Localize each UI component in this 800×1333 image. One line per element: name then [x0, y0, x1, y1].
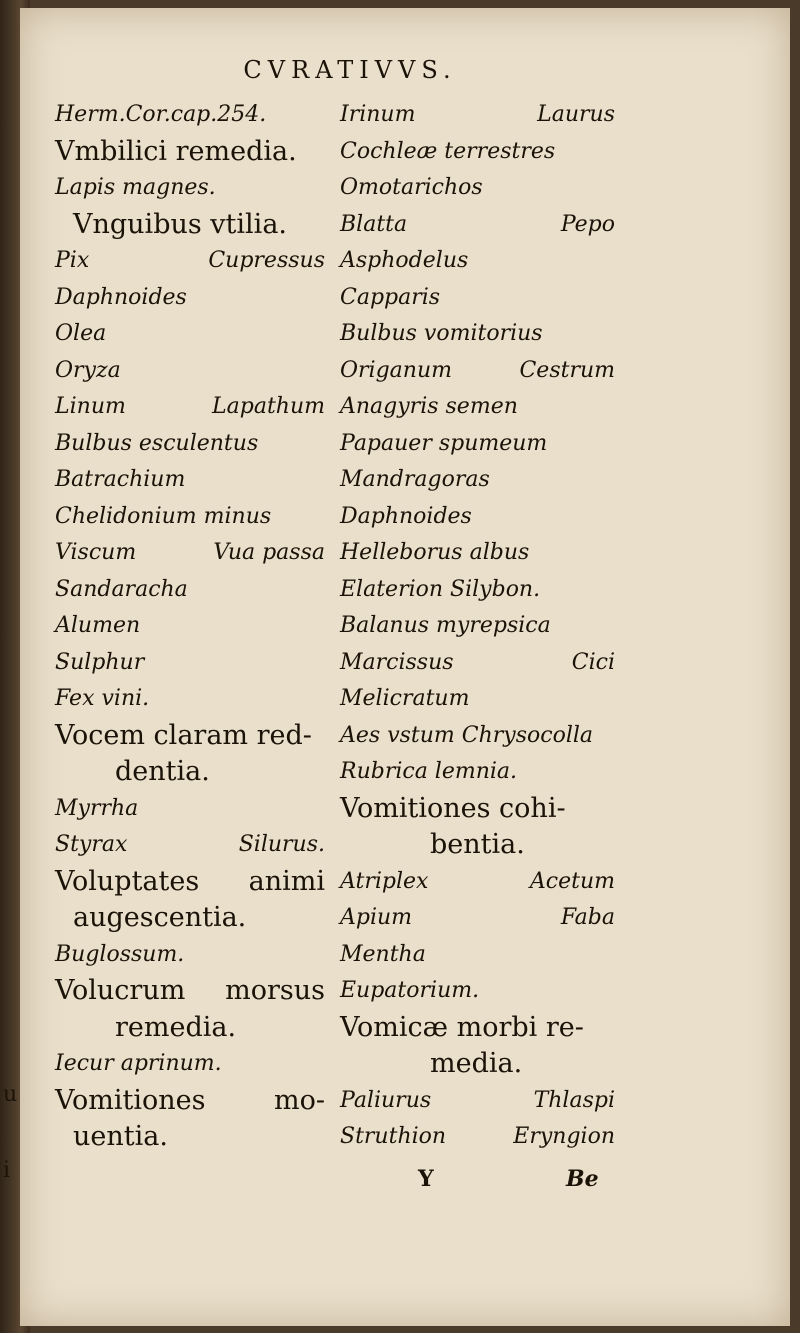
left-line: Olea [55, 321, 107, 346]
right-term: Acetum [529, 868, 615, 894]
left-line: Bulbus esculentus [55, 430, 259, 456]
right-line: Vomicæ morbi re- [340, 1011, 584, 1043]
right-term: Eryngion [513, 1124, 615, 1149]
left-term: Cupressus [208, 248, 325, 273]
right-line [340, 1083, 615, 1119]
left-line: Vmbilici remedia. [55, 135, 297, 167]
right-line [340, 1119, 615, 1155]
left-line: dentia. [115, 756, 210, 787]
right-line: media. [430, 1048, 523, 1079]
right-line: Aes vstum Chrysocolla [340, 722, 594, 748]
left-term: Voluptates [55, 865, 200, 897]
gutter-mark-1: u [3, 1082, 18, 1107]
right-line [340, 864, 615, 900]
right-term: Blatta [340, 211, 408, 237]
left-line [55, 827, 325, 863]
right-term: Pepo [560, 211, 615, 237]
right-line [340, 97, 615, 133]
right-term: Apium [340, 905, 413, 930]
right-line: Bulbus vomitorius [340, 321, 543, 346]
right-term: Laurus [537, 102, 615, 127]
right-line: Cochleæ terrestres [340, 138, 556, 164]
right-line [340, 353, 615, 389]
running-head: CVRATIVVS. [243, 56, 457, 84]
right-term: Paliurus [340, 1087, 432, 1113]
right-line: Mandragoras [340, 467, 490, 492]
left-term: Pix [55, 248, 90, 273]
right-line: Eupatorium. [340, 978, 480, 1003]
left-line: Buglossum. [55, 941, 185, 967]
left-line: Sandaracha [55, 576, 188, 602]
left-line: Vocem claram red- [55, 719, 312, 751]
right-line: Vomitiones cohi- [340, 792, 566, 824]
right-line: Capparis [340, 284, 441, 310]
left-line: Fex vini. [55, 686, 150, 711]
left-line: Herm.Cor.cap.254. [55, 102, 267, 127]
left-line: Oryza [55, 357, 121, 383]
left-line: augescentia. [73, 902, 247, 933]
left-term: Vomitiones [55, 1084, 206, 1116]
left-line [55, 1083, 325, 1119]
left-term: Linum [55, 394, 126, 419]
right-term: Irinum [340, 102, 416, 127]
right-term: Cestrum [519, 357, 615, 383]
right-line: Rubrica lemnia. [340, 759, 518, 784]
left-line: uentia. [73, 1121, 168, 1152]
right-term: Faba [560, 905, 615, 930]
left-line: Lapis magnes. [55, 175, 216, 200]
left-line: Batrachium [55, 467, 186, 492]
right-term: Thlaspi [533, 1087, 615, 1113]
gutter-mark-2: i [3, 1158, 11, 1183]
right-line: Elaterion Silybon. [340, 576, 541, 602]
right-line: Melicratum [340, 686, 470, 711]
right-line: Helleborus albus [340, 540, 530, 565]
left-line: Daphnoides [55, 284, 187, 310]
right-line [340, 900, 615, 936]
left-line: Sulphur [55, 649, 145, 675]
left-line [55, 389, 325, 425]
left-line: Chelidonium minus [55, 503, 272, 529]
left-term: mo- [274, 1084, 325, 1116]
left-line: remedia. [115, 1011, 237, 1043]
right-term: Marcissus [340, 649, 454, 675]
left-line: Myrrha [55, 795, 139, 821]
right-line: Omotarichos [340, 175, 483, 200]
left-term: Viscum [55, 540, 137, 565]
signature-mark: Y [418, 1166, 434, 1192]
left-term: animi [248, 865, 325, 897]
right-line: Daphnoides [340, 503, 472, 529]
right-line: Anagyris semen [340, 394, 518, 419]
left-line [55, 864, 325, 900]
right-line: Balanus myrepsica [340, 613, 551, 638]
left-term: Volucrum [55, 975, 186, 1006]
left-term: Styrax [55, 832, 128, 857]
right-line [340, 645, 615, 681]
left-term: Lapathum [212, 394, 325, 419]
left-line [55, 243, 325, 279]
left-term: morsus [225, 975, 325, 1006]
catchword: Be [566, 1166, 599, 1192]
right-line: Papauer spumeum [340, 430, 548, 456]
left-line: Vnguibus vtilia. [73, 208, 287, 240]
left-line: Alumen [55, 613, 141, 638]
left-line [55, 973, 325, 1009]
right-line [340, 207, 615, 243]
right-line: bentia. [430, 829, 525, 860]
left-line: Iecur aprinum. [55, 1051, 222, 1076]
right-line: Mentha [340, 941, 426, 967]
right-term: Atriplex [340, 868, 429, 894]
right-term: Struthion [340, 1124, 447, 1149]
right-line: Asphodelus [340, 248, 469, 273]
left-line [55, 535, 325, 571]
right-term: Origanum [340, 357, 452, 383]
left-term: Vua passa [213, 540, 325, 565]
right-term: Cici [571, 649, 615, 675]
left-term: Silurus. [238, 832, 325, 857]
